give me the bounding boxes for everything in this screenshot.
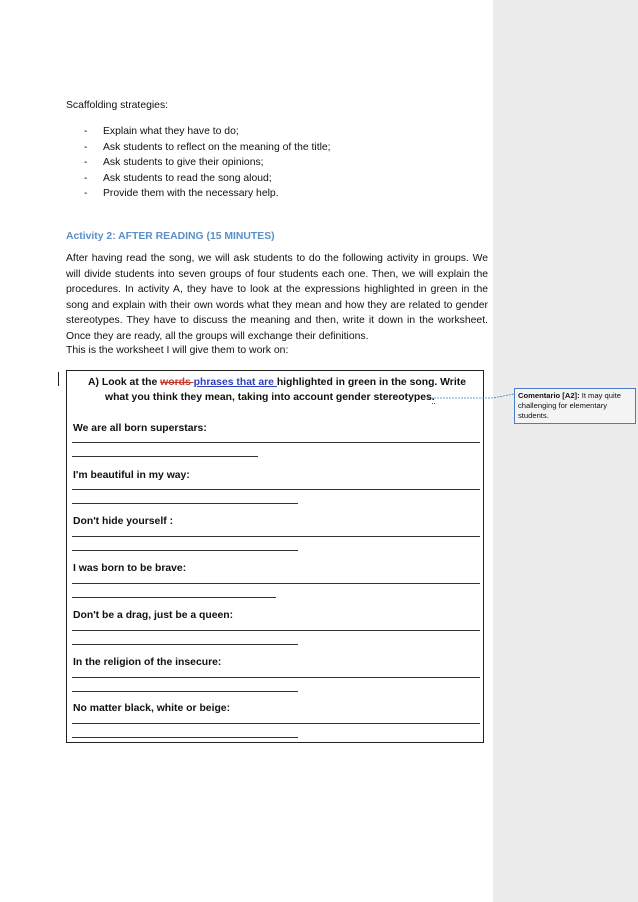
answer-line[interactable] <box>72 503 298 504</box>
answer-line[interactable] <box>72 597 276 598</box>
answer-line[interactable] <box>72 723 480 724</box>
answer-line[interactable] <box>72 737 298 738</box>
tracked-deletion[interactable]: words <box>160 377 194 388</box>
answer-line[interactable] <box>72 677 480 678</box>
answer-line[interactable] <box>72 630 480 631</box>
answer-line[interactable] <box>72 456 258 457</box>
answer-line[interactable] <box>72 489 480 490</box>
activity-title: Activity 2: AFTER READING (15 MINUTES) <box>66 231 275 242</box>
instruction-prefix: A) Look at the <box>88 377 161 388</box>
list-item: - Ask students to reflect on the meaning of the title; <box>84 140 331 156</box>
list-item: - Ask students to give their opinions; <box>84 155 331 171</box>
comment-anchor[interactable]: . <box>431 391 435 403</box>
answer-line[interactable] <box>72 583 480 584</box>
answer-line[interactable] <box>72 550 298 551</box>
question-label: I'm beautiful in my way: <box>73 470 190 481</box>
comments-margin-pane <box>493 0 638 902</box>
tracked-insertion[interactable]: phrases that are <box>193 377 277 388</box>
comment-text: It may quite challenging for elementary students. <box>518 391 621 420</box>
comment-balloon[interactable] <box>514 388 636 424</box>
list-item: - Ask students to read the song aloud; <box>84 171 331 187</box>
answer-line[interactable] <box>72 442 480 443</box>
instruction-mid: highlighted in green in the song. Write <box>276 377 466 388</box>
list-item: - Explain what they have to do; <box>84 124 331 140</box>
worksheet-instruction <box>88 376 468 405</box>
question-label: Don't hide yourself : <box>73 516 174 527</box>
question-label: No matter black, white or beige: <box>73 703 231 714</box>
worksheet-intro: This is the worksheet I will give them to work on: <box>66 345 289 356</box>
instruction-line2: what you think they mean, taking into account gender stereotypes <box>105 391 432 403</box>
answer-line[interactable] <box>72 691 298 692</box>
list-item: - Provide them with the necessary help. <box>84 186 331 202</box>
question-label: We are all born superstars: <box>73 423 207 434</box>
question-label: In the religion of the insecure: <box>73 657 222 668</box>
activity-paragraph: After having read the song, we will ask students to do the following activity in groups. We will divide students into seven groups of four students each one. Then, we will explain the procedures. In activity A, they have to look at the expressions highlighted in green in the song and explain with their own words what they mean and how they are related to gender stereotypes. They have to discuss the meaning and then, write it down in the worksheet. Once they are ready, all the groups will exchange their definitions. <box>66 253 488 342</box>
answer-line[interactable] <box>72 536 480 537</box>
comment-label: Comentario [A2]: <box>518 391 580 400</box>
answer-line[interactable] <box>72 644 298 645</box>
question-label: Don't be a drag, just be a queen: <box>73 610 234 621</box>
strategies-list <box>84 124 331 202</box>
scaffolding-title: Scaffolding strategies: <box>66 100 169 111</box>
question-label: I was born to be brave: <box>73 563 187 574</box>
revision-change-bar <box>58 372 59 386</box>
